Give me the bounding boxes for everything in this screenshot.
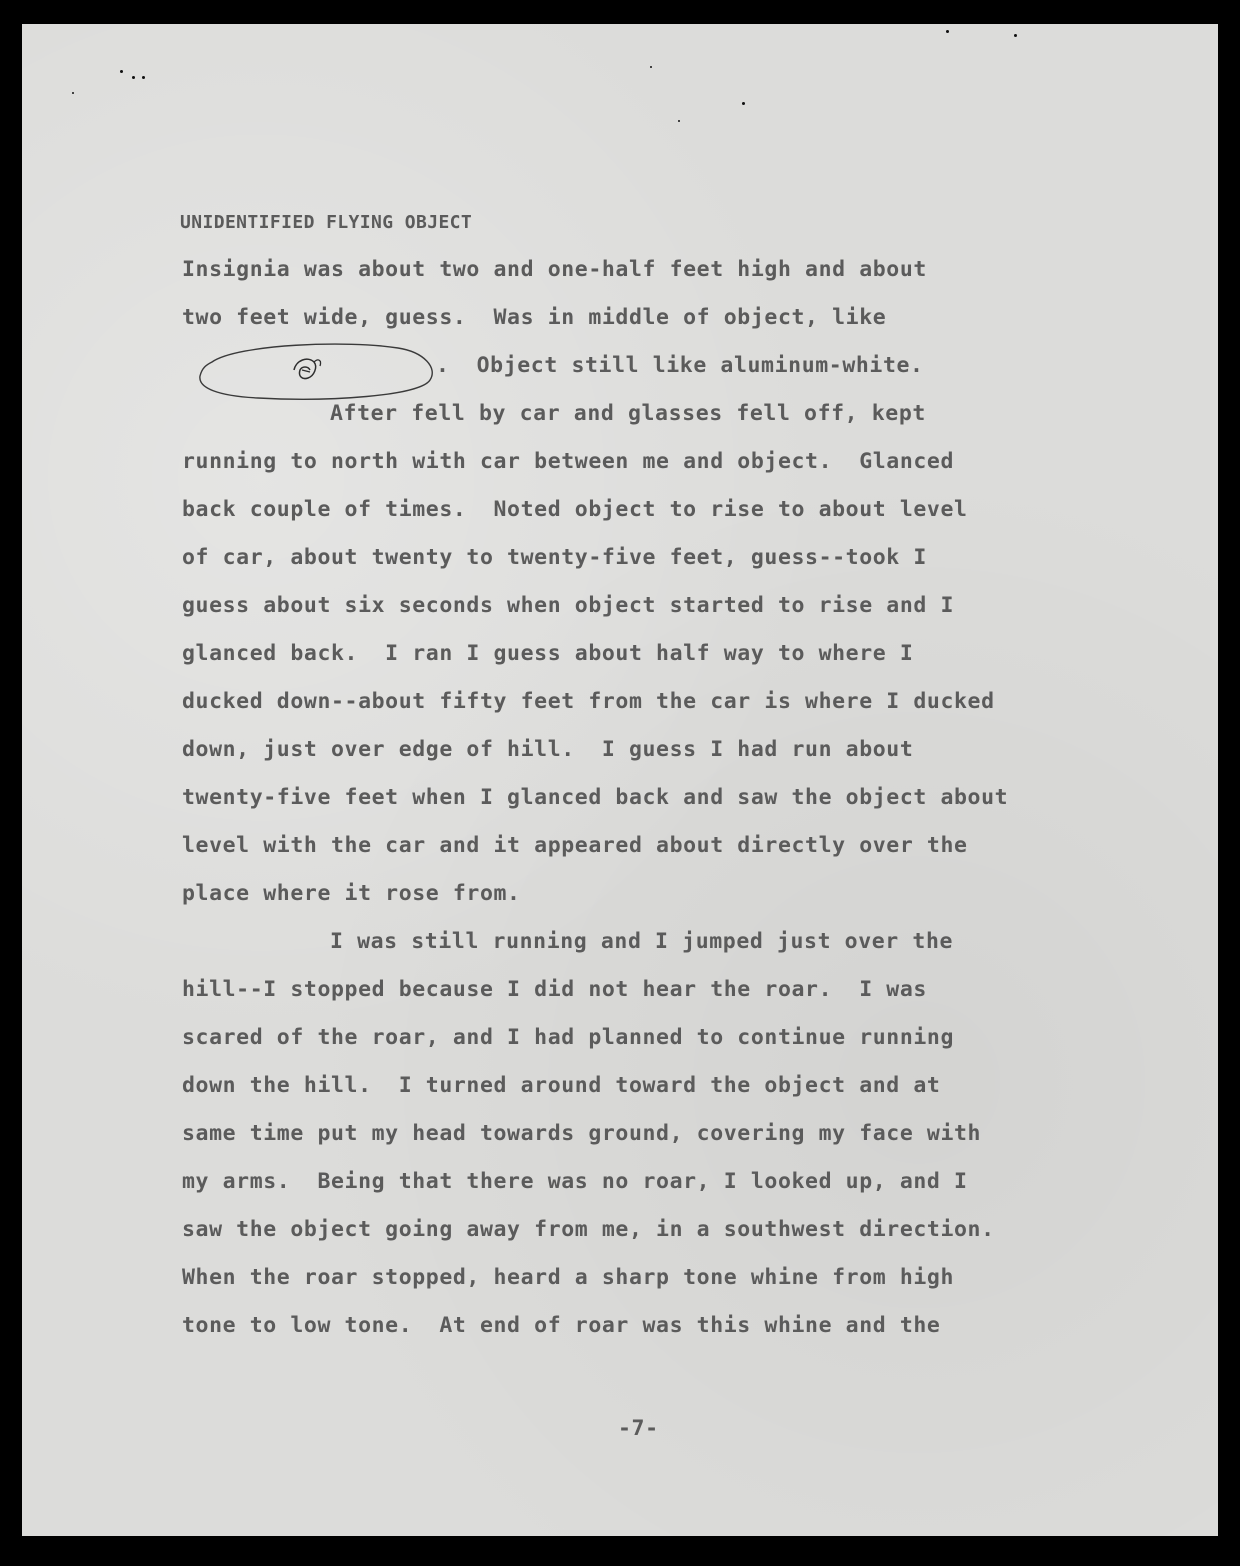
insignia-sketch-drawing [198,340,438,402]
insignia-sketch [198,340,438,402]
text-line-17: scared of the roar, and I had planned to continue running [182,1025,955,1050]
document-page [22,24,1218,1536]
text-line-1: Insignia was about two and one-half feet high and about [182,257,927,282]
scan-speck [678,120,680,122]
text-line-6: back couple of times. Noted object to rise to about level [182,497,968,522]
scan-speck [946,30,949,33]
scan-speck [650,66,652,68]
document-heading: UNIDENTIFIED FLYING OBJECT [180,212,473,233]
text-line-22: When the roar stopped, heard a sharp tone whine from high [182,1265,955,1290]
text-line-7: of car, about twenty to twenty-five feet, guess--took I [182,545,927,570]
text-line-3: . Object still like aluminum-white. [436,353,924,378]
text-line-14: place where it rose from. [182,881,521,906]
text-line-12: twenty-five feet when I glanced back and saw the object about [182,785,1009,810]
text-line-23: tone to low tone. At end of roar was this whine and the [182,1313,941,1338]
text-line-16: hill--I stopped because I did not hear the roar. I was [182,977,927,1002]
text-line-21: saw the object going away from me, in a southwest direction. [182,1217,995,1242]
text-line-18: down the hill. I turned around toward the object and at [182,1073,941,1098]
scan-speck [132,76,135,79]
scan-speck [1014,34,1017,37]
text-line-8: guess about six seconds when object started to rise and I [182,593,955,618]
text-line-4: After fell by car and glasses fell off, kept [330,401,926,426]
text-line-11: down, just over edge of hill. I guess I had run about [182,737,914,762]
text-line-5: running to north with car between me and object. Glanced [182,449,955,474]
scan-speck [120,70,123,73]
page-number: -7- [618,1416,659,1441]
text-line-13: level with the car and it appeared about directly over the [182,833,968,858]
text-line-9: glanced back. I ran I guess about half way to where I [182,641,914,666]
text-line-20: my arms. Being that there was no roar, I looked up, and I [182,1169,968,1194]
text-line-2: two feet wide, guess. Was in middle of object, like [182,305,887,330]
text-line-19: same time put my head towards ground, covering my face with [182,1121,982,1146]
scan-speck [742,102,745,105]
text-line-15: I was still running and I jumped just over the [330,929,954,954]
scan-speck [142,76,145,79]
scan-speck [72,92,74,94]
text-line-10: ducked down--about fifty feet from the car is where I ducked [182,689,995,714]
